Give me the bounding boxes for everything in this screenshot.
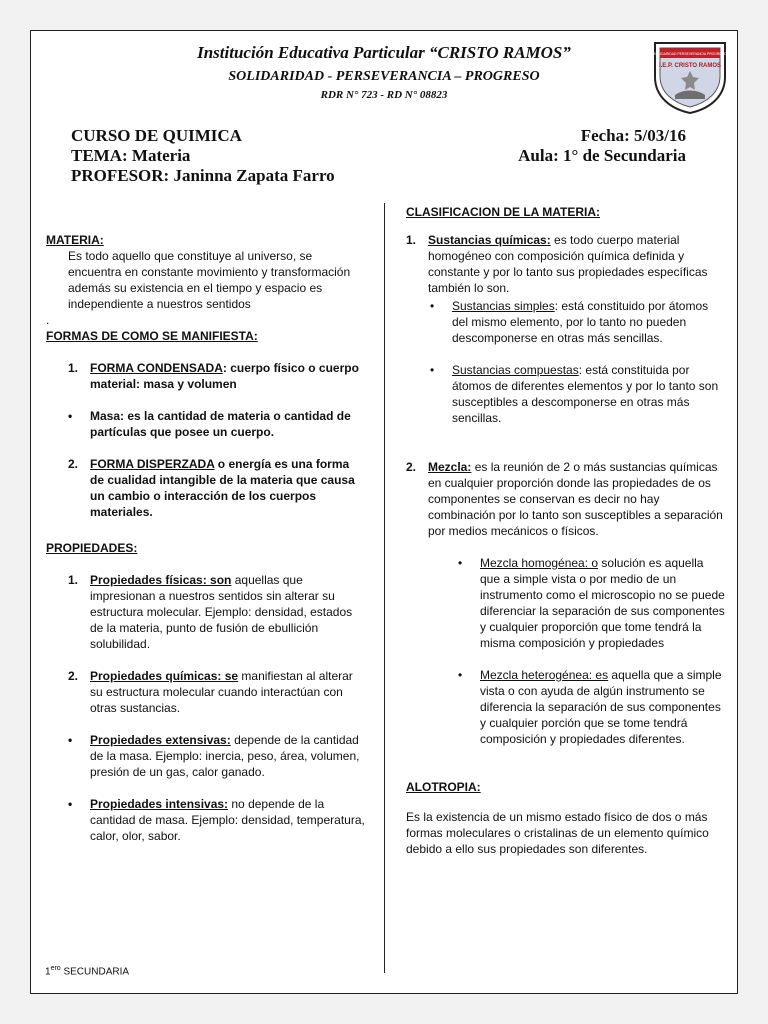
- materia-definition: Es todo aquello que constituye al universo, se encuentra en constante movimiento y transformación además su existencia en el tiempo y espacio es independiente a nuestros sentidos: [68, 249, 351, 311]
- course-name: CURSO DE QUIMICA: [71, 126, 242, 145]
- bullet: •: [430, 363, 435, 377]
- definition: : está constituido por átomos del mismo elemento, por lo tanto no pueden descomponerse en otras más sencillas.: [452, 299, 709, 345]
- definition: Masa: es la cantidad de materia o cantidad de partículas que posee un cuerpo.: [90, 409, 351, 439]
- bullet: •: [430, 299, 435, 313]
- bullet: •: [458, 556, 463, 570]
- sustancias-compuestas-item: [406, 362, 726, 426]
- prop-quimicas-item: [46, 668, 366, 716]
- footer-grade: [45, 965, 129, 977]
- definition: o energía es una forma de cualidad intangible de la materia que causa un cambio o interacción de los cuerpos materiales.: [90, 457, 355, 519]
- resolution: RDR N° 723 - RD N° 08823: [320, 89, 448, 101]
- grade-number: 1: [45, 966, 51, 978]
- term: Mezcla:: [428, 460, 472, 474]
- term: Propiedades físicas: son: [90, 573, 232, 587]
- definition: : cuerpo físico o cuerpo material: masa y volumen: [90, 361, 359, 391]
- definition: aquellas que impresionan a nuestros sentidos sin alterar su estructura molecular. Ejemplo: densidad, estados de la materia, punto de fusión de ebullición solubilidad.: [90, 573, 353, 651]
- mezcla-homogenea-item: [406, 555, 726, 651]
- bullet: •: [68, 733, 73, 747]
- item-number: 1.: [68, 361, 79, 375]
- definition: es la reunión de 2 o más sustancias químicas en cualquier proporción donde las propiedades de os componentes se conservan es decir no hay combinación por lo tanto son susceptibles a separación por medios mecánicos o físicos.: [428, 460, 723, 538]
- propiedades-heading: PROPIEDADES:: [46, 541, 138, 555]
- course-teacher: PROFESOR: Janinna Zapata Farro: [71, 166, 335, 185]
- grade-label: SECUNDARIA: [60, 966, 130, 978]
- course-topic: TEMA: Materia: [71, 146, 191, 165]
- date-label: Fecha: 5/03/16: [580, 126, 686, 145]
- item-number: 2.: [406, 460, 417, 474]
- sustancias-simples-item: [406, 298, 726, 346]
- right-column: [406, 204, 726, 857]
- materia-heading: MATERIA:: [46, 233, 104, 247]
- bullet: •: [458, 668, 463, 682]
- formas-heading: FORMAS DE COMO SE MANIFIESTA:: [46, 329, 258, 343]
- mezcla-heterogenea-item: [406, 667, 726, 747]
- institution-title: Institución Educativa Particular “CRISTO RAMOS”: [197, 43, 571, 62]
- item-number: 1.: [68, 573, 79, 587]
- term: FORMA DISPERZADA: [90, 457, 215, 471]
- masa-item: [46, 408, 366, 440]
- item-number: 1.: [406, 233, 417, 247]
- definition: aquella que a simple vista o con ayuda de algún instrumento se diferencia la separación de sus componentes y cualquier porción que se tome tendrá composición y propiedades diferentes.: [480, 668, 722, 746]
- term: FORMA CONDENSADA: [90, 361, 223, 375]
- course-info: [71, 126, 335, 186]
- term: Sustancias compuestas: [452, 363, 579, 377]
- bullet: •: [68, 797, 73, 811]
- date-info: [511, 126, 686, 166]
- term: Propiedades intensivas:: [90, 797, 229, 811]
- classroom-label: Aula: 1° de Secundaria: [518, 146, 686, 165]
- term: Sustancias simples: [452, 299, 555, 313]
- prop-intensivas-item: [46, 796, 366, 844]
- bullet: •: [68, 409, 73, 423]
- term: Mezcla heterogénea: es: [480, 668, 609, 682]
- document-page: [30, 30, 738, 994]
- item-number: 2.: [68, 457, 79, 471]
- definition: depende de la cantidad de la masa. Ejemplo: inercia, peso, área, volumen, presión de un gas, calor ganado.: [90, 733, 360, 779]
- column-divider: [384, 203, 385, 973]
- forma-condensada-item: [46, 360, 366, 392]
- definition: manifiestan al alterar su estructura molecular cuando interactúan con otras sustancias.: [90, 669, 353, 715]
- grade-ordinal: ero: [50, 965, 61, 972]
- prop-extensivas-item: [46, 732, 366, 780]
- item-number: 2.: [68, 669, 79, 683]
- definition: : está constituida por átomos de diferentes elementos y por lo tanto son susceptibles a descomponerse en otras más sencillas.: [452, 363, 719, 425]
- definition: es todo cuerpo material homogéneo con composición química definida y constante y por lo tanto sus propiedades específicas también lo son.: [428, 233, 708, 295]
- motto: SOLIDARIDAD - PERSEVERANCIA – PROGRESO: [228, 69, 540, 84]
- school-logo: [649, 37, 731, 115]
- alotropia-definition: Es la existencia de un mismo estado físico de dos o más formas moleculares o cristalinas de un elemento químico debido a ello sus propiedades son diferentes.: [406, 810, 709, 856]
- definition: solución es aquella que a simple vista o por medio de un instrumento como el microscopio no se puede diferenciar la separación de sus componentes y cualquier proporción que tome tendrá la misma composición y propiedades: [480, 556, 725, 650]
- svg-text:I.E.P. CRISTO RAMOS: I.E.P. CRISTO RAMOS: [658, 63, 722, 69]
- prop-fisicas-item: [46, 572, 366, 652]
- term: Mezcla homogénea: o: [480, 556, 599, 570]
- stray-dot: .: [46, 313, 50, 327]
- left-column: [46, 232, 366, 844]
- clasificacion-heading: CLASIFICACION DE LA MATERIA:: [406, 205, 600, 219]
- term: Propiedades químicas: se: [90, 669, 239, 683]
- alotropia-heading: ALOTROPIA:: [406, 780, 481, 794]
- sustancias-item: [406, 232, 726, 296]
- term: Sustancias químicas:: [428, 233, 551, 247]
- forma-dispersada-item: [46, 456, 366, 520]
- term: Propiedades extensivas:: [90, 733, 231, 747]
- mezcla-item: [406, 459, 726, 539]
- svg-text:SOLIDARIDAD PERSEVERANCIA PROG: SOLIDARIDAD PERSEVERANCIA PROGRESO: [653, 52, 727, 56]
- definition: no depende de la cantidad de masa. Ejemplo: densidad, temperatura, calor, olor, sabor.: [90, 797, 365, 843]
